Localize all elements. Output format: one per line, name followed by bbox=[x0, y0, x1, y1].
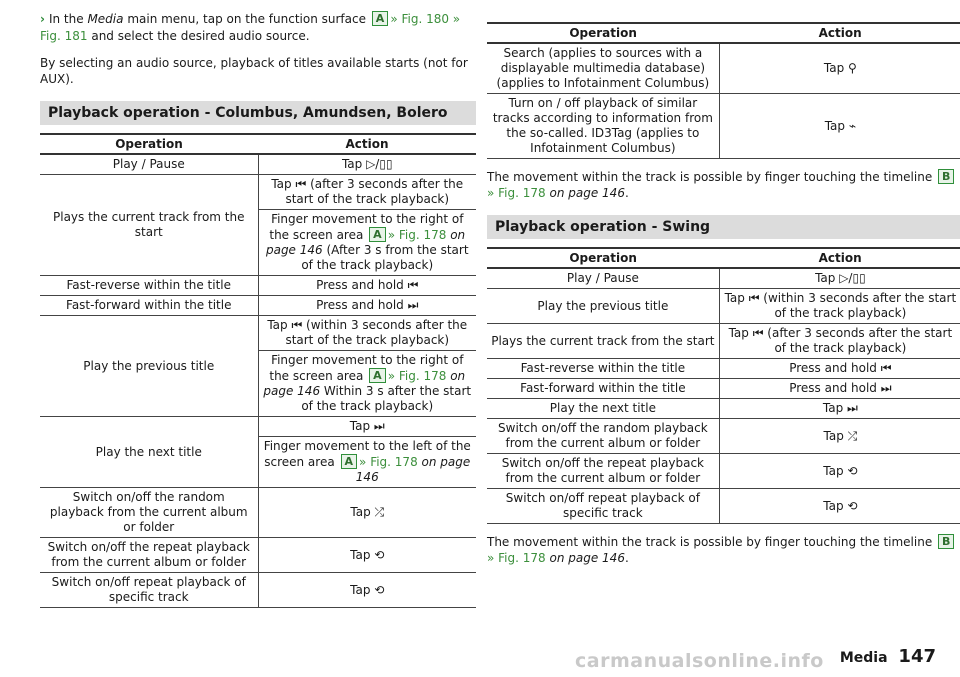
media-word: Media bbox=[87, 12, 124, 26]
left-column bbox=[40, 0, 476, 608]
table-row: Finger movement to the left of the screen area A » Fig. 178 on page 146 bbox=[40, 437, 476, 488]
col-header-operation: Operation bbox=[40, 134, 258, 154]
page-footer bbox=[840, 646, 936, 667]
ops-table-swing bbox=[487, 247, 960, 524]
table-row: Switch on/off the repeat playback from the current album or folder Tap ⟲ bbox=[487, 454, 960, 489]
table-row: Switch on/off repeat playback of specific track Tap ⟲ bbox=[487, 489, 960, 524]
badge-a: A bbox=[341, 454, 358, 469]
badge-a: A bbox=[372, 11, 389, 26]
fig-link[interactable]: » Fig. 180 » Fig. 181 bbox=[40, 12, 461, 43]
fig-link[interactable]: » Fig. 178 bbox=[487, 186, 546, 200]
ops-table-columbus bbox=[40, 133, 476, 608]
watermark: carmanualsonline.info bbox=[575, 650, 824, 672]
table-row: Turn on / off playback of similar tracks according to information from the so-called. ID3Tag (applies to Infotainment Columbus) Tap ⌁ bbox=[487, 94, 960, 159]
col-header-action: Action bbox=[719, 248, 960, 268]
step-arrow-icon: › bbox=[40, 12, 45, 26]
intro-para-2: By selecting an audio source, playback of titles available starts (not for AUX). bbox=[40, 56, 468, 86]
right-column bbox=[487, 0, 960, 566]
col-header-action: Action bbox=[258, 134, 476, 154]
badge-b: B bbox=[938, 169, 954, 184]
badge-a: A bbox=[369, 368, 386, 383]
fig-link[interactable]: » Fig. 178 bbox=[487, 551, 546, 565]
badge-a: A bbox=[369, 227, 386, 242]
table-row: Switch on/off the repeat playback from the current album or folder Tap ⟲ bbox=[40, 538, 476, 573]
col-header-action: Action bbox=[719, 23, 960, 43]
footer-section: Media bbox=[839, 650, 888, 666]
badge-b: B bbox=[938, 534, 954, 549]
table-row: Play the next title Tap ⏭ bbox=[40, 417, 476, 437]
table-row: Plays the current track from the start Tap ⏮ (after 3 seconds after the start of the track playback) bbox=[40, 175, 476, 210]
table-row: Play / Pause Tap ▷/▯▯ bbox=[40, 154, 476, 175]
col-header-operation: Operation bbox=[487, 248, 719, 268]
table-row: Play the previous title Tap ⏮ (within 3 seconds after the start of the track playback) bbox=[487, 289, 960, 324]
table-row: Fast-forward within the title Press and hold ⏭ bbox=[40, 296, 476, 316]
page-number: 147 bbox=[898, 646, 936, 667]
table-row: Play the previous title Tap ⏮ (within 3 seconds after the start of the track playback) bbox=[40, 316, 476, 351]
section-title-columbus: Playback operation - Columbus, Amundsen, Bolero bbox=[40, 101, 476, 125]
section-title-swing: Playback operation - Swing bbox=[487, 215, 960, 239]
table-row: Play / Pause Tap ▷/▯▯ bbox=[487, 268, 960, 289]
table-row: Finger movement to the right of the screen area A » Fig. 178 on page 146 Within 3 s after the start of the track playback) bbox=[40, 351, 476, 417]
table-row: Fast-forward within the title Press and hold ⏭ bbox=[487, 379, 960, 399]
table-row: Switch on/off the random playback from the current album or folder Tap ⤮ bbox=[487, 419, 960, 454]
table-row: Play the next title Tap ⏭ bbox=[487, 399, 960, 419]
table-row: Switch on/off the random playback from the current album or folder Tap ⤮ bbox=[40, 488, 476, 538]
fig-link[interactable]: » Fig. 178 bbox=[359, 455, 418, 469]
fig-link[interactable]: » Fig. 178 bbox=[387, 369, 447, 383]
table-row: Finger movement to the right of the screen area A » Fig. 178 on page 146 (After 3 s from the start of the track playback) bbox=[40, 210, 476, 276]
ops-table-search bbox=[487, 22, 960, 159]
timeline-note-2: The movement within the track is possible by finger touching the timeline B » Fig. 178 on page 146. bbox=[487, 534, 960, 566]
col-header-operation: Operation bbox=[487, 23, 719, 43]
table-row: Switch on/off repeat playback of specific track Tap ⟲ bbox=[40, 573, 476, 608]
intro-text: › In the Media main menu, tap on the function surface A » Fig. 180 » Fig. 181 and select the desired audio source. bbox=[40, 12, 461, 43]
fig-link[interactable]: » Fig. 178 bbox=[387, 228, 447, 242]
table-row: Plays the current track from the start Tap ⏮ (after 3 seconds after the start of the track playback) bbox=[487, 324, 960, 359]
table-row: Fast-reverse within the title Press and hold ⏮ bbox=[40, 276, 476, 296]
table-row: Fast-reverse within the title Press and hold ⏮ bbox=[487, 359, 960, 379]
timeline-note-1: The movement within the track is possible by finger touching the timeline B » Fig. 178 on page 146. bbox=[487, 169, 960, 201]
table-row: Search (applies to sources with a displayable multimedia database) (applies to Infotainment Columbus) Tap ⚲ bbox=[487, 43, 960, 94]
